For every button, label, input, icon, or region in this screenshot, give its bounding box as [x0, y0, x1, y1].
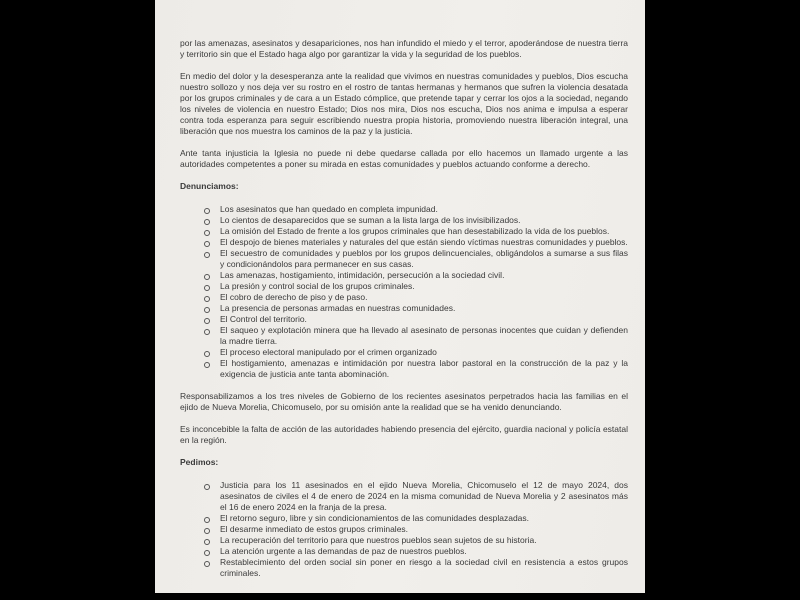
- bullet-circle-icon: [204, 274, 210, 280]
- bullet-circle-icon: [204, 539, 210, 545]
- list-item-text: El proceso electoral manipulado por el crimen organizado: [220, 347, 437, 357]
- bullet-circle-icon: [204, 230, 210, 236]
- list-item-text: El saqueo y explotación minera que ha llevado al asesinato de personas inocentes que cuidan y defienden la madre tierra.: [220, 325, 628, 346]
- list-item-text: El hostigamiento, amenazas e intimidación por nuestra labor pastoral en la construcción de la paz y la exigencia de justicia ante tanta abominación.: [220, 358, 628, 379]
- paragraph-responsibility: Responsabilizamos a los tres niveles de Gobierno de los recientes asesinatos perpetrados hacia las familias en el ejido de Nueva Morelia, Chicomuselo, por su omisión ante la realidad que se ha venido denunciando.: [180, 391, 628, 412]
- bullet-circle-icon: [204, 241, 210, 247]
- bullet-circle-icon: [204, 484, 210, 490]
- list-item-text: Restablecimiento del orden social sin poner en riesgo a la sociedad civil en resistencia a estos grupos criminales.: [220, 557, 628, 578]
- list-item: [204, 303, 628, 314]
- list-item: [204, 513, 628, 524]
- paragraph-hope: En medio del dolor y la desesperanza ante la realidad que vivimos en nuestras comunidades y pueblos, Dios escucha nuestro sollozo y nos deja ver su rostro en el rostro de tantas hermanas y hermanos que sufren la violencia desatada por los grupos criminales y de cara a un Estado cómplice, que pretende tapar y cerrar los ojos a la sociedad, negando los niveles de violencia en nuestro Estado; Dios nos mira, Dios nos escucha, Dios nos anima e impulsa a esperar contra toda esperanza para seguir escribiendo nuestra propia historia, promoviendo nuestra liberación integral, una liberación que nos muestra los caminos de la paz y la justicia.: [180, 71, 628, 136]
- list-item: [204, 358, 628, 380]
- list-item-text: El secuestro de comunidades y pueblos por los grupos delincuenciales, obligándolos a sumarse a sus filas y condicionándolos para permanecer en sus casas.: [220, 248, 628, 269]
- bullet-circle-icon: [204, 351, 210, 357]
- bullet-circle-icon: [204, 550, 210, 556]
- list-item: [204, 215, 628, 226]
- bullet-circle-icon: [204, 329, 210, 335]
- list-item: [204, 292, 628, 303]
- list-item: [204, 524, 628, 535]
- bullet-circle-icon: [204, 318, 210, 324]
- pedimos-list: [180, 480, 628, 579]
- list-item-text: El despojo de bienes materiales y naturales del que están siendo víctimas nuestras comunidades y pueblos.: [220, 237, 628, 247]
- list-item: [204, 248, 628, 270]
- bullet-circle-icon: [204, 528, 210, 534]
- list-item-text: El Control del territorio.: [220, 314, 307, 324]
- list-item: [204, 281, 628, 292]
- list-item: [204, 204, 628, 215]
- bullet-circle-icon: [204, 208, 210, 214]
- list-item-text: Los asesinatos que han quedado en completa impunidad.: [220, 204, 438, 214]
- list-item-text: La recuperación del territorio para que nuestros pueblos sean sujetos de su historia.: [220, 535, 537, 545]
- list-item-text: Las amenazas, hostigamiento, intimidación, persecución a la sociedad civil.: [220, 270, 505, 280]
- list-item: [204, 270, 628, 281]
- list-item: [204, 237, 628, 248]
- paragraph-threats: por las amenazas, asesinatos y desapariciones, nos han infundido el miedo y el terror, apoderándose de nuestra tierra y territorio sin que el Estado haga algo por garantizar la vida y la seguridad de los pueblos.: [180, 38, 628, 59]
- list-item-text: El cobro de derecho de piso y de paso.: [220, 292, 368, 302]
- list-item-text: La presión y control social de los grupos criminales.: [220, 281, 415, 291]
- list-item-text: Justicia para los 11 asesinados en el ejido Nueva Morelia, Chicomuselo el 12 de mayo 2024, dos asesinatos de civiles el 4 de enero de 2024 en la misma comunidad de Nueva Morelia y 2 asesinatos más el 16 de enero 2024 en la franja de la presa.: [220, 480, 628, 512]
- list-item: [204, 347, 628, 358]
- list-item-text: El desarme inmediato de estos grupos criminales.: [220, 524, 409, 534]
- list-item: [204, 325, 628, 347]
- bullet-circle-icon: [204, 517, 210, 523]
- list-item-text: La omisión del Estado de frente a los grupos criminales que han desestabilizado la vida de los pueblos.: [220, 226, 610, 236]
- bullet-circle-icon: [204, 252, 210, 258]
- paragraph-inconceivable: Es inconcebible la falta de acción de las autoridades habiendo presencia del ejército, guardia nacional y policía estatal en la región.: [180, 424, 628, 445]
- section-heading-pedimos: Pedimos:: [180, 457, 219, 467]
- list-item: [204, 480, 628, 513]
- list-item: [204, 535, 628, 546]
- document-page: [155, 0, 645, 593]
- list-item-text: Lo cientos de desaparecidos que se suman a la lista larga de los invisibilizados.: [220, 215, 521, 225]
- bullet-circle-icon: [204, 307, 210, 313]
- list-item-text: La atención urgente a las demandas de paz de nuestros pueblos.: [220, 546, 467, 556]
- bullet-circle-icon: [204, 362, 210, 368]
- bullet-circle-icon: [204, 561, 210, 567]
- bullet-circle-icon: [204, 296, 210, 302]
- list-item: [204, 546, 628, 557]
- paragraph-church-call: Ante tanta injusticia la Iglesia no puede ni debe quedarse callada por ello hacemos un llamado urgente a las autoridades competentes a poner su mirada en estas comunidades y pueblos actuando conforme a derecho.: [180, 148, 628, 169]
- denunciamos-list: [180, 204, 628, 380]
- list-item-text: La presencia de personas armadas en nuestras comunidades.: [220, 303, 456, 313]
- list-item: [204, 557, 628, 579]
- list-item: [204, 314, 628, 325]
- bullet-circle-icon: [204, 219, 210, 225]
- list-item: [204, 226, 628, 237]
- list-item-text: El retorno seguro, libre y sin condicionamientos de las comunidades desplazadas.: [220, 513, 530, 523]
- section-heading-denunciamos: Denunciamos:: [180, 181, 239, 191]
- bullet-circle-icon: [204, 285, 210, 291]
